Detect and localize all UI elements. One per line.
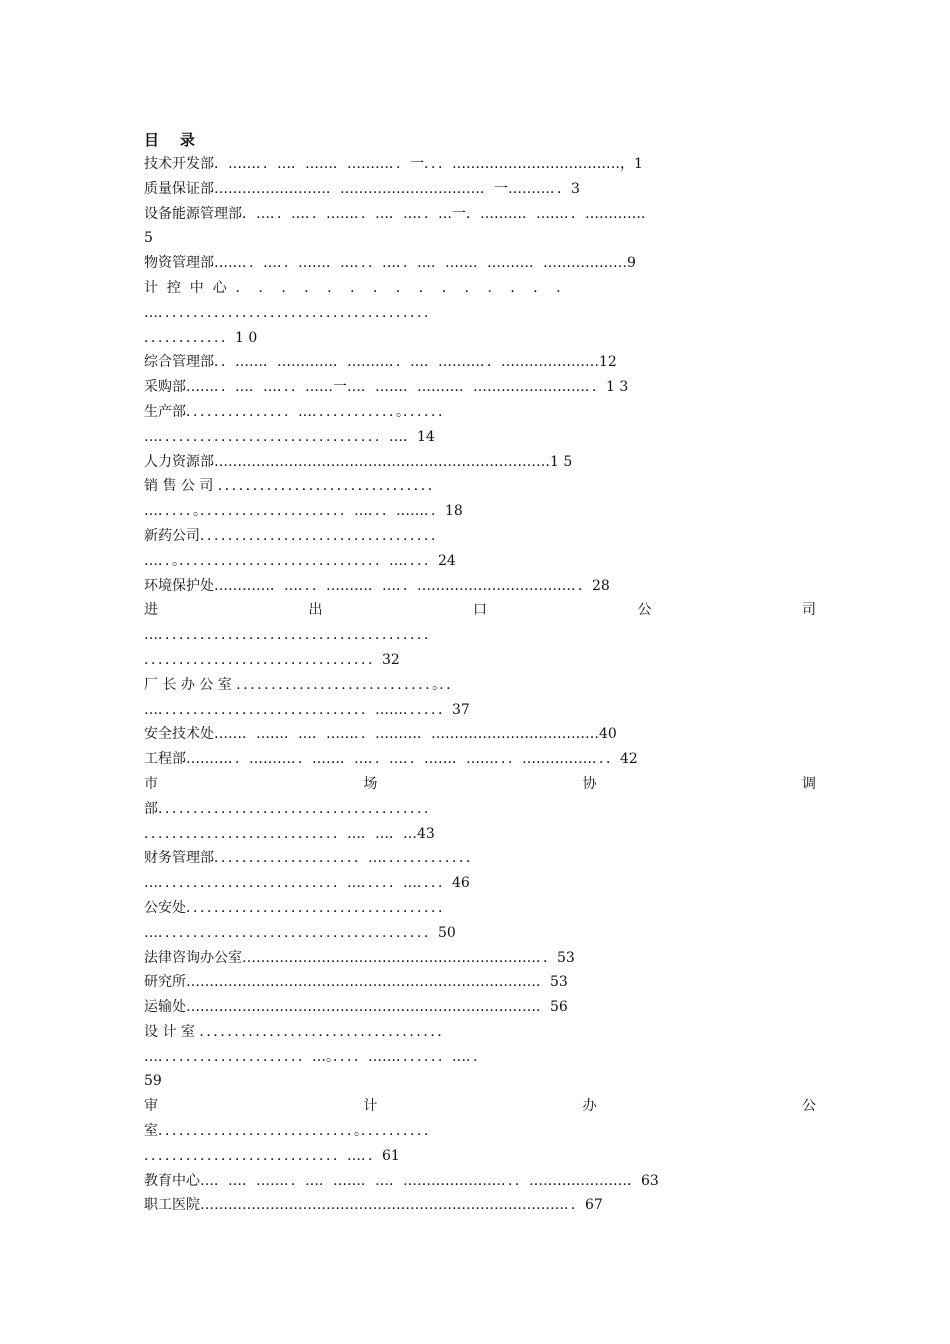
toc-entry-line: ．．．．．．．．．．．．．．．．．．．．．．．．．．．．…．…．…43 bbox=[144, 825, 435, 842]
toc-entry-line: 研究所…………………………………………………………………．53 bbox=[144, 974, 568, 991]
toc-entry[interactable] bbox=[144, 202, 816, 252]
toc-entry-heading-char: 公 bbox=[801, 1098, 816, 1115]
toc-entry[interactable] bbox=[144, 1193, 816, 1218]
toc-entry-line: …．．．．．．．．．．．．．．．．．．．．．．．．．．．．．．．．．．．．．．． bbox=[144, 304, 438, 321]
toc-entry-line: 销 售 公 司 ．．．．．．．．．．．．．．．．．．．．．．．．．．．．．．． bbox=[144, 478, 442, 495]
toc-entry[interactable] bbox=[144, 722, 816, 747]
toc-entry-heading-char: 审 bbox=[144, 1098, 158, 1115]
toc-entry-line: …．．。．．．．．．．．．．．．．．．．．．．．．．．．．．．．．…．．．．24 bbox=[144, 552, 456, 569]
toc-entry-line: ．．．．．．．．．．．．．．．．．．．．．．．．．．．．…．．61 bbox=[144, 1147, 400, 1164]
toc-entry-line: 运输处…………………………………………………………………．56 bbox=[144, 999, 568, 1016]
toc-entry-heading bbox=[144, 598, 816, 623]
toc-entry[interactable] bbox=[144, 995, 816, 1020]
toc-entries bbox=[144, 152, 816, 1218]
toc-entry-line: 技术开发部．……．．…．……．………．．一．．．………………………………，1 bbox=[144, 156, 643, 172]
toc-entry-line: 教育中心…．…．……．．…．……．…．…………………．．．…………………．63 bbox=[144, 1172, 659, 1189]
toc-entry-line: 人力资源部………………………………………………………………1 5 bbox=[144, 453, 573, 470]
toc-entry[interactable] bbox=[144, 152, 816, 177]
toc-entry-line: 物资管理部……．．…．．……．…．．．…．．…．……．………．………………9 bbox=[144, 255, 636, 272]
toc-entry-line: ．．．．．．．．．．．．1 0 bbox=[144, 329, 258, 346]
toc-entry-heading-char: 场 bbox=[363, 775, 378, 792]
toc-entry-line: 职工医院……………………………………………………………………．．67 bbox=[144, 1197, 603, 1214]
toc-entry[interactable] bbox=[144, 846, 816, 896]
toc-entry-line: 新药公司．．．．．．．．．．．．．．．．．．．．．．．．．．．．．．．．．． bbox=[144, 527, 445, 544]
toc-entry-heading-char: 口 bbox=[473, 602, 487, 619]
toc-entry-line: …．．．．．。．．．．．．．．．．．．．．．．．．．．．…．．．……．．18 bbox=[144, 503, 463, 520]
toc-entry[interactable] bbox=[144, 747, 816, 772]
toc-entry-line: 公安处．．．．．．．．．．．．．．．．．．．．．．．．．．．．．．．．．．．．． bbox=[144, 899, 452, 916]
toc-entry-line: 设 计 室 ．．．．．．．．．．．．．．．．．．．．．．．．．．．．．．．．．．． bbox=[144, 1023, 452, 1040]
toc-entry[interactable] bbox=[144, 970, 816, 995]
toc-entry[interactable] bbox=[144, 400, 816, 450]
toc-entry[interactable] bbox=[144, 251, 816, 276]
toc-entry[interactable] bbox=[144, 276, 816, 350]
toc-entry-line: 生产部．．．．．．．．．．．．．．．…．．．．．．．．．．．．。．．．．．． bbox=[144, 403, 452, 420]
toc-entry-heading-char: 出 bbox=[308, 602, 323, 619]
toc-entry-heading-char: 司 bbox=[802, 602, 816, 619]
toc-entry-heading-char: 调 bbox=[801, 775, 816, 792]
toc-entry-line: …．．．．．．．．．．．．．．．．．．．．．．．．．．．．．．．．…．14 bbox=[144, 428, 435, 445]
toc-entry-heading-char: 办 bbox=[582, 1098, 597, 1115]
toc-entry-line: …．．．．．．．．．．．．．．．．．．．．．．．．．．．．．．．．．．．．．．．50 bbox=[144, 924, 456, 941]
table-of-contents bbox=[144, 128, 816, 1218]
toc-entry[interactable] bbox=[144, 177, 816, 202]
toc-entry-line: 采购部……．．…．…．．．……一…．……．………．……………………．．1 3 bbox=[144, 379, 629, 396]
toc-entry-heading-char: 市 bbox=[144, 775, 158, 792]
toc-entry[interactable] bbox=[144, 772, 816, 846]
toc-entry-line: 工程部………．．………．．……．…．．…．．……．……．．．……………．．．42 bbox=[144, 751, 638, 768]
toc-entry-line: 环境保护处…………．…．．．………．…．．……………………………．．28 bbox=[144, 577, 610, 594]
toc-entry-heading-char: 协 bbox=[582, 775, 597, 792]
toc-entry[interactable] bbox=[144, 1020, 816, 1094]
toc-entry[interactable] bbox=[144, 375, 816, 400]
toc-entry[interactable] bbox=[144, 598, 816, 672]
toc-entry-line: 5 bbox=[144, 230, 153, 247]
toc-entry-heading bbox=[144, 1094, 816, 1119]
toc-entry-line: …．．．．．．．．．．．．．．．．．．．．．．．．．．．．．．……．．．．．．37 bbox=[144, 701, 470, 718]
toc-entry[interactable] bbox=[144, 896, 816, 946]
toc-entry[interactable] bbox=[144, 673, 816, 723]
toc-entry-heading bbox=[144, 772, 816, 797]
toc-entry-line: 室．．．．．．．．．．．．．．．．．．．．．．．．．．．．。．．．．．．．．．． bbox=[144, 1123, 438, 1140]
toc-entry[interactable] bbox=[144, 450, 816, 475]
toc-entry-line: …．．．．．．．．．．．．．．．．．．．．．．．．．．．．．．．．．．．．．．． bbox=[144, 627, 438, 644]
toc-entry-line: 质量保证部……………………．…………………………．一………．．3 bbox=[144, 180, 580, 197]
toc-entry[interactable] bbox=[144, 574, 816, 599]
toc-entry[interactable] bbox=[144, 474, 816, 524]
toc-entry[interactable] bbox=[144, 350, 816, 375]
toc-entry[interactable] bbox=[144, 1169, 816, 1194]
toc-entry-line: …．．．．．．．．．．．．．．．．．．．．．．．．．．…．．．．．…．．．．46 bbox=[144, 875, 470, 892]
toc-title: 目 录 bbox=[144, 131, 195, 149]
toc-entry-line: 综合管理部．．……．…………．………．．…．………．．…………………12 bbox=[144, 354, 617, 371]
toc-entry-line: 财务管理部．．．．．．．．．．．．．．．．．．．．．…．．．．．．．．．．．．． bbox=[144, 850, 480, 867]
toc-entry-heading-char: 进 bbox=[144, 602, 158, 619]
toc-entry-line: 59 bbox=[144, 1073, 162, 1090]
toc-entry-line: 法律咨询办公室………………………………………………………．．53 bbox=[144, 949, 575, 966]
toc-entry-heading-char: 公 bbox=[637, 602, 652, 619]
toc-entry-heading-char: 计 bbox=[363, 1098, 378, 1115]
toc-entry-line: 计 控 中 心 ． ． ． ． ． ． ． ． ． ． ． ． ． ． ． bbox=[144, 279, 571, 296]
toc-entry[interactable] bbox=[144, 524, 816, 574]
toc-entry-line: 安全技术处……．……．…．……．．………．………………………………40 bbox=[144, 726, 617, 743]
toc-entry[interactable] bbox=[144, 1094, 816, 1168]
toc-entry[interactable] bbox=[144, 946, 816, 971]
toc-entry-line: …．．．．．．．．．．．．．．．．．．．．．…。．．．．……．．．．．．．…．． bbox=[144, 1048, 487, 1065]
toc-entry-line: 厂 长 办 公 室 ．．．．．．．．．．．．．．．．．．．．．．．．．．．．。．． bbox=[144, 676, 461, 693]
toc-entry-line: 设备能源管理部．…．．…．．……．．…．…．．…一．………．……．．…………． bbox=[144, 205, 655, 222]
toc-entry-line: ．．．．．．．．．．．．．．．．．．．．．．．．．．．．．．．．．32 bbox=[144, 651, 400, 668]
toc-entry-line: 部．．．．．．．．．．．．．．．．．．．．．．．．．．．．．．．．．．．．．．． bbox=[144, 800, 438, 817]
